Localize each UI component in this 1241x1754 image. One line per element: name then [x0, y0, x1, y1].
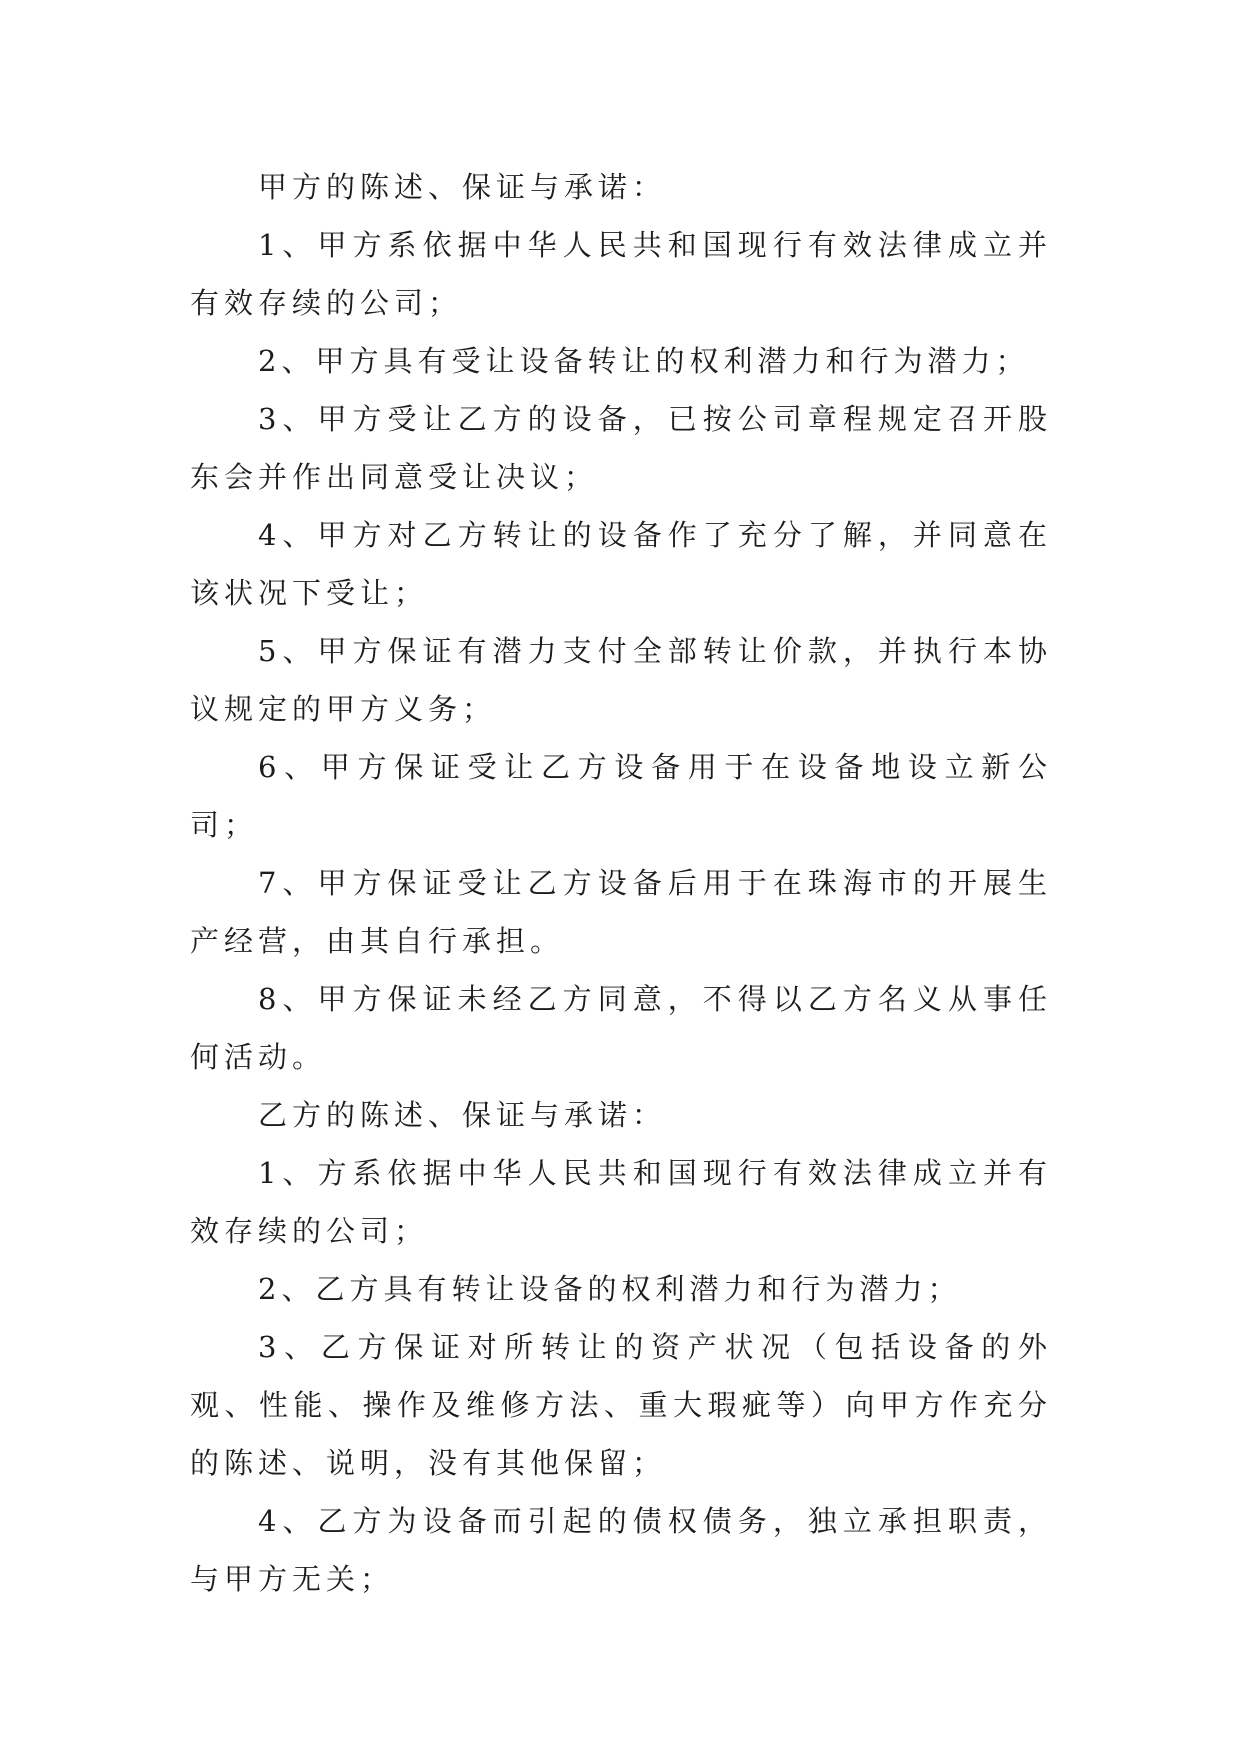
party-a-clause-2: 2、甲方具有受让设备转让的权利潜力和行为潜力； — [258, 344, 1030, 378]
party-b-clause-1: 1、方系依据中华人民共和国现行有效法律成立并有效存续的公司； — [190, 1156, 1052, 1248]
party-b-clause-2: 2、乙方具有转让设备的权利潜力和行为潜力； — [258, 1272, 962, 1306]
party-a-clause-4: 4、甲方对乙方转让的设备作了充分了解，并同意在该状况下受让； — [190, 518, 1052, 610]
party-a-clause-1: 1、甲方系依据中华人民共和国现行有效法律成立并有效存续的公司； — [190, 228, 1052, 320]
party-b-clause-3: 3、乙方保证对所转让的资产状况（包括设备的外观、性能、操作及维修方法、重大瑕疵等）向甲方作充分的陈述、说明，没有其他保留； — [190, 1330, 1052, 1480]
party-a-clause-5: 5、甲方保证有潜力支付全部转让价款，并执行本协议规定的甲方义务； — [190, 634, 1052, 726]
party-a-clause-8: 8、甲方保证未经乙方同意，不得以乙方名义从事任何活动。 — [190, 982, 1052, 1074]
party-a-clause-3: 3、甲方受让乙方的设备，已按公司章程规定召开股东会并作出同意受让决议； — [190, 402, 1052, 494]
party-a-clause-7: 7、甲方保证受让乙方设备后用于在珠海市的开展生产经营，由其自行承担。 — [190, 866, 1052, 958]
party-b-clause-4: 4、乙方为设备而引起的债权债务，独立承担职责，与甲方无关； — [190, 1504, 1052, 1596]
party-a-clause-6: 6、甲方保证受让乙方设备用于在设备地设立新公司； — [190, 750, 1052, 842]
section-heading-party-a: 甲方的陈述、保证与承诺： — [258, 170, 667, 204]
document-body — [190, 158, 1052, 1608]
section-heading-party-b: 乙方的陈述、保证与承诺： — [258, 1098, 667, 1132]
